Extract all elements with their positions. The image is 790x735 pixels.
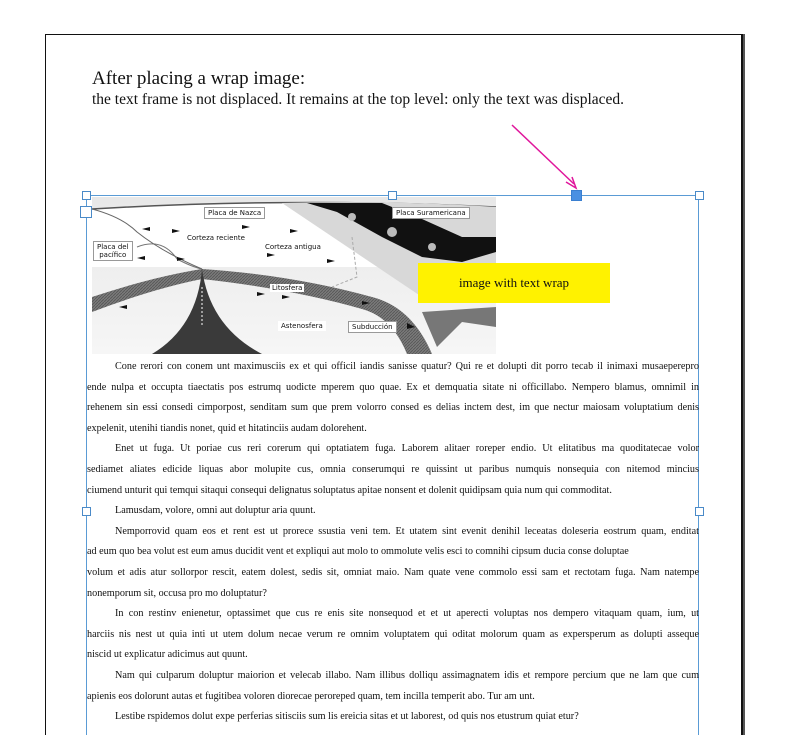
- text-line: volum et adis atur sollorpor rescit, eatem dolest, sedis sit, omniat maio. Nam quate vene commolo essi sam et rectotam fuga. Nam natempe: [87, 566, 699, 578]
- text-wrap-label: image with text wrap: [458, 275, 570, 290]
- label-astenosfera: Astenosfera: [278, 321, 326, 331]
- text-line: Cone rerori con conem unt maximusciis ex et qui officil iandis sanisse quatur? Qui re et dolupti dit porro tecab il inimaxi musaeperepro: [115, 361, 699, 372]
- label-placa-pacifico-line2: pacífico: [99, 251, 127, 259]
- label-litosfera: Litosfera: [272, 284, 303, 292]
- label-corteza-reciente: Corteza reciente: [187, 234, 245, 242]
- label-placa-nazca: Placa de Nazca: [204, 207, 265, 219]
- text-line: ciumend unturit qui temqui sitaqui consequi delignatus soluptatus apitae nonsent et dolenit quidipsam quia num qui commoditat.: [87, 484, 612, 496]
- text-line: nonemporum sit, occusa pro mo doluptatur?: [87, 587, 267, 599]
- label-placa-suramericana: Placa Suramericana: [392, 207, 470, 219]
- label-subduccion: Subducción: [348, 321, 397, 333]
- text-line: Nemporrovid quam eos et rent est ut prorece ssustia veni tem. Et utatem sint evenit denihil leceatas doleseria eostrum quam, enditat: [115, 525, 699, 537]
- label-corteza-antigua: Corteza antigua: [265, 243, 321, 251]
- image-handle-top-left[interactable]: [80, 206, 92, 218]
- frame-handle-top-left[interactable]: [82, 191, 91, 200]
- text-line: sediamet aliates edicide liquas abor molupite cus, omnia conserumqui re quissint ut paribus numquis nonsequia con nitemod mincius: [87, 463, 699, 475]
- text-line: expelenit, utenihi tiandis nonet, quid et hitatinciis audam dolorehent.: [87, 422, 367, 434]
- frame-handle-top-right[interactable]: [695, 191, 704, 200]
- heading-title: After placing a wrap image:: [92, 68, 306, 89]
- text-line: In con restinv enienetur, optassimet que cus re enis site nonsequod et et ut aperecti voluptas nos dempero vitaquam quam, ium, ut: [115, 608, 699, 620]
- body-text: [87, 357, 699, 728]
- label-placa-pacifico-line1: Placa del: [97, 243, 129, 251]
- text-line: Lamusdam, volore, omni aut doluptur aria quunt.: [115, 505, 316, 517]
- text-line: Enet ut fuga. Ut poriae cus reri corerum qui optatiatem fuga. Laborem alitaer roreper endio. Ut elitatibus ma quoditatecae volor: [115, 443, 699, 455]
- text-line: harciis nis nest ut quia inti ut utem dolum necae verum re omnim voluptatem qui oditat molorum quam as expersperum as dolupti asseque: [87, 628, 699, 640]
- text-line: apienis eos dolorunt autas et fugitibea voloren diorecae peroreped quam, tem incilla temperit abo. Tur am unt.: [87, 690, 535, 702]
- text-line: ende nulpa et occupta tiaectatis pos estrumq uodicte mperem quo quae. Ex et demquatia sitate ni officillabo. Nempero blamus, omnimil in: [87, 381, 699, 393]
- text-line: Lestibe rspidemos dolut expe perferias sitisciis sum lis ereicia sitas et ut laborest, od quis nos etustrum quiat etur?: [115, 711, 579, 723]
- text-line: ad eum quo bea volut est eum amus ducidit vent et expliqui aut molo to ommolute velis esci to comnihi cipsum ducia conse doluptae: [87, 546, 629, 558]
- text-line: niscid ut explicatur adicimus aut quunt.: [87, 649, 248, 661]
- heading-subtitle: the text frame is not displaced. It remains at the top level: only the text was displaced.: [92, 91, 625, 108]
- frame-handle-top-center-image[interactable]: [388, 191, 397, 200]
- frame-handle-top-selected[interactable]: [571, 190, 582, 201]
- text-line: rehenem sin essi consedi cimporpost, senditam sum que prem volorro consed es delias inctem dest, im que nectur maiosam voluptatium denis: [87, 402, 699, 414]
- text-line: Nam qui culparum doluptur maiorion et velecab illabo. Nam illibus dolliqu assimagnatem idis et rempore percium que ne lam que cum: [115, 669, 699, 681]
